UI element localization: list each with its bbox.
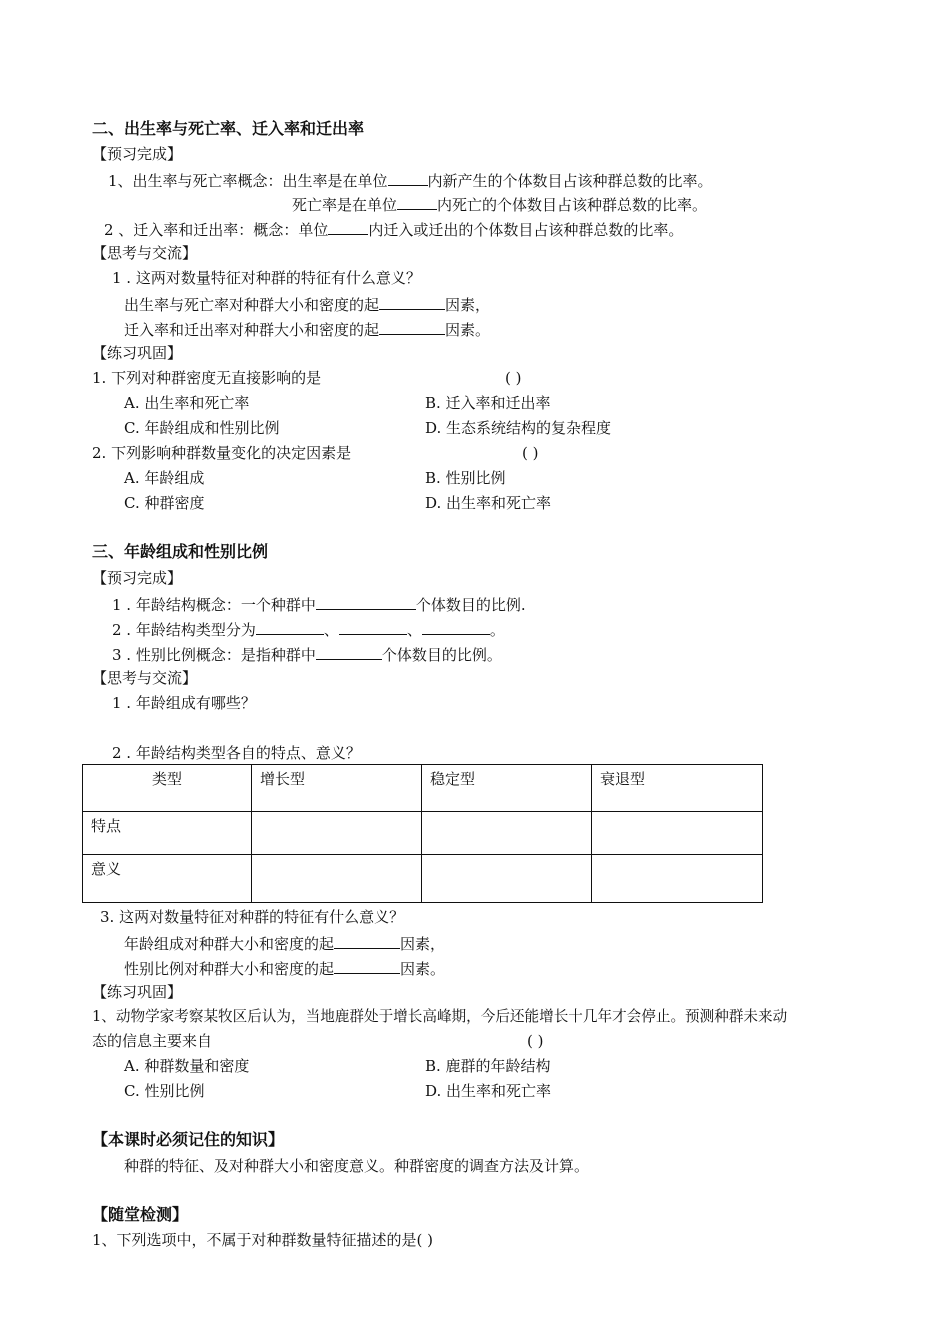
text: 因素。	[445, 321, 491, 339]
table-cell[interactable]	[252, 855, 422, 903]
section3-q1-option-a: A. 种群数量和密度	[124, 1057, 250, 1075]
section2-think-tag: 【思考与交流】	[92, 244, 198, 262]
fill-blank[interactable]	[316, 593, 416, 610]
section3-q1-answer-paren[interactable]: ( )	[527, 1032, 544, 1050]
row-label-features: 特点	[83, 812, 252, 855]
fill-blank[interactable]	[256, 618, 324, 635]
section3-think-q1: 1 . 年龄组成有哪些？	[112, 694, 256, 712]
fill-blank[interactable]	[334, 957, 400, 974]
text: 出生率与死亡率对种群大小和密度的起	[124, 296, 380, 314]
section2-think-a2	[124, 318, 490, 340]
section3-preview-line2	[112, 618, 505, 640]
fill-blank[interactable]	[422, 618, 490, 635]
quiz-q1: 1、下列选项中，不属于对种群数量特征描述的是( )	[92, 1231, 434, 1249]
text: 、	[323, 621, 339, 639]
section3-q1-option-d: D. 出生率和死亡率	[425, 1082, 552, 1100]
section2-q2-option-a: A. 年龄组成	[124, 469, 205, 487]
fill-blank[interactable]	[334, 932, 400, 949]
section2-q1-option-d: D. 生态系统结构的复杂程度	[425, 419, 612, 437]
section2-practice-tag: 【练习巩固】	[92, 344, 183, 362]
table-cell[interactable]	[252, 812, 422, 855]
must-remember-title: 【本课时必须记住的知识】	[92, 1130, 285, 1149]
section2-q2-option-b: B. 性别比例	[425, 469, 506, 487]
table-cell[interactable]	[592, 855, 763, 903]
header-decline: 衰退型	[592, 765, 763, 812]
section2-q2-option-c: C. 种群密度	[124, 494, 205, 512]
table-row-meaning	[83, 855, 763, 903]
must-remember-text: 种群的特征、及对种群大小和密度意义。种群密度的调查方法及计算。	[124, 1157, 590, 1175]
text: 性别比例对种群大小和密度的起	[124, 960, 335, 978]
fill-blank[interactable]	[316, 643, 382, 660]
text: 2 . 年龄结构类型分为	[112, 621, 256, 639]
text: 个体数目的比例。	[381, 646, 502, 664]
row-label-meaning: 意义	[83, 855, 252, 903]
age-structure-table	[82, 764, 763, 903]
text: 因素，	[400, 935, 446, 953]
fill-blank[interactable]	[388, 169, 428, 186]
text: 个体数目的比例.	[415, 596, 526, 614]
section2-think-q1: 1 . 这两对数量特征对种群的特征有什么意义？	[112, 269, 421, 287]
section3-q1-line2: 态的信息主要来自	[92, 1032, 213, 1050]
header-type: 类型	[83, 765, 252, 812]
section2-q1-option-a: A. 出生率和死亡率	[124, 394, 250, 412]
table-cell[interactable]	[422, 812, 592, 855]
section2-preview-line2	[292, 193, 707, 215]
section3-think-q3: 3. 这两对数量特征对种群的特征有什么意义？	[100, 908, 405, 926]
section3-preview-line1	[112, 593, 526, 615]
section2-q1-option-b: B. 迁入率和迁出率	[425, 394, 551, 412]
text: 年龄组成对种群大小和密度的起	[124, 935, 335, 953]
section3-think-a3a	[124, 932, 445, 954]
section2-q1: 1. 下列对种群密度无直接影响的是	[92, 369, 322, 387]
text: 1、出生率与死亡率概念：出生率是在单位	[108, 172, 388, 190]
table-cell[interactable]	[592, 812, 763, 855]
section3-preview-line3	[112, 643, 502, 665]
text: 3 . 性别比例概念：是指种群中	[112, 646, 316, 664]
header-growth: 增长型	[252, 765, 422, 812]
table-row-features	[83, 812, 763, 855]
table-header-row	[83, 765, 763, 812]
fill-blank[interactable]	[379, 293, 445, 310]
section2-title: 二、出生率与死亡率、迁入率和迁出率	[92, 119, 365, 138]
section2-q2-option-d: D. 出生率和死亡率	[425, 494, 552, 512]
section3-think-a3b	[124, 957, 445, 979]
text: 内死亡的个体数目占该种群总数的比率。	[437, 196, 708, 214]
fill-blank[interactable]	[397, 193, 437, 210]
section3-title: 三、年龄组成和性别比例	[92, 542, 269, 561]
section2-preview-tag: 【预习完成】	[92, 145, 183, 163]
table-cell[interactable]	[422, 855, 592, 903]
fill-blank[interactable]	[339, 618, 407, 635]
text: 2 、迁入率和迁出率：概念：单位	[104, 221, 329, 239]
section3-practice-tag: 【练习巩固】	[92, 983, 183, 1001]
section2-think-a1	[124, 293, 490, 315]
text: 、	[406, 621, 422, 639]
text: 。	[489, 621, 505, 639]
section3-think-tag: 【思考与交流】	[92, 669, 198, 687]
section2-q1-option-c: C. 年龄组成和性别比例	[124, 419, 280, 437]
section2-preview-line3	[104, 218, 683, 240]
header-stable: 稳定型	[422, 765, 592, 812]
section2-preview-line1	[108, 169, 713, 191]
quiz-title: 【随堂检测】	[92, 1205, 189, 1224]
text: 内迁入或迁出的个体数目占该种群总数的比率。	[368, 221, 684, 239]
text: 因素。	[400, 960, 446, 978]
text: 1 . 年龄结构概念：一个种群中	[112, 596, 316, 614]
text: 迁入率和迁出率对种群大小和密度的起	[124, 321, 380, 339]
section2-q2: 2. 下列影响种群数量变化的决定因素是	[92, 444, 352, 462]
section3-q1-line1: 1、动物学家考察某牧区后认为，当地鹿群处于增长高峰期，今后还能增长十几年才会停止。预测种群未来动	[92, 1008, 788, 1025]
text: 因素，	[445, 296, 491, 314]
section2-q2-answer-paren[interactable]: ( )	[522, 444, 539, 462]
section3-q1-option-c: C. 性别比例	[124, 1082, 205, 1100]
section3-preview-tag: 【预习完成】	[92, 569, 183, 587]
fill-blank[interactable]	[379, 318, 445, 335]
text: 内新产生的个体数目占该种群总数的比率。	[427, 172, 713, 190]
section3-think-q2: 2 . 年龄结构类型各自的特点、意义？	[112, 744, 361, 762]
fill-blank[interactable]	[328, 218, 368, 235]
section3-q1-option-b: B. 鹿群的年龄结构	[425, 1057, 551, 1075]
section2-q1-answer-paren[interactable]: ( )	[505, 369, 522, 387]
text: 死亡率是在单位	[292, 196, 398, 214]
